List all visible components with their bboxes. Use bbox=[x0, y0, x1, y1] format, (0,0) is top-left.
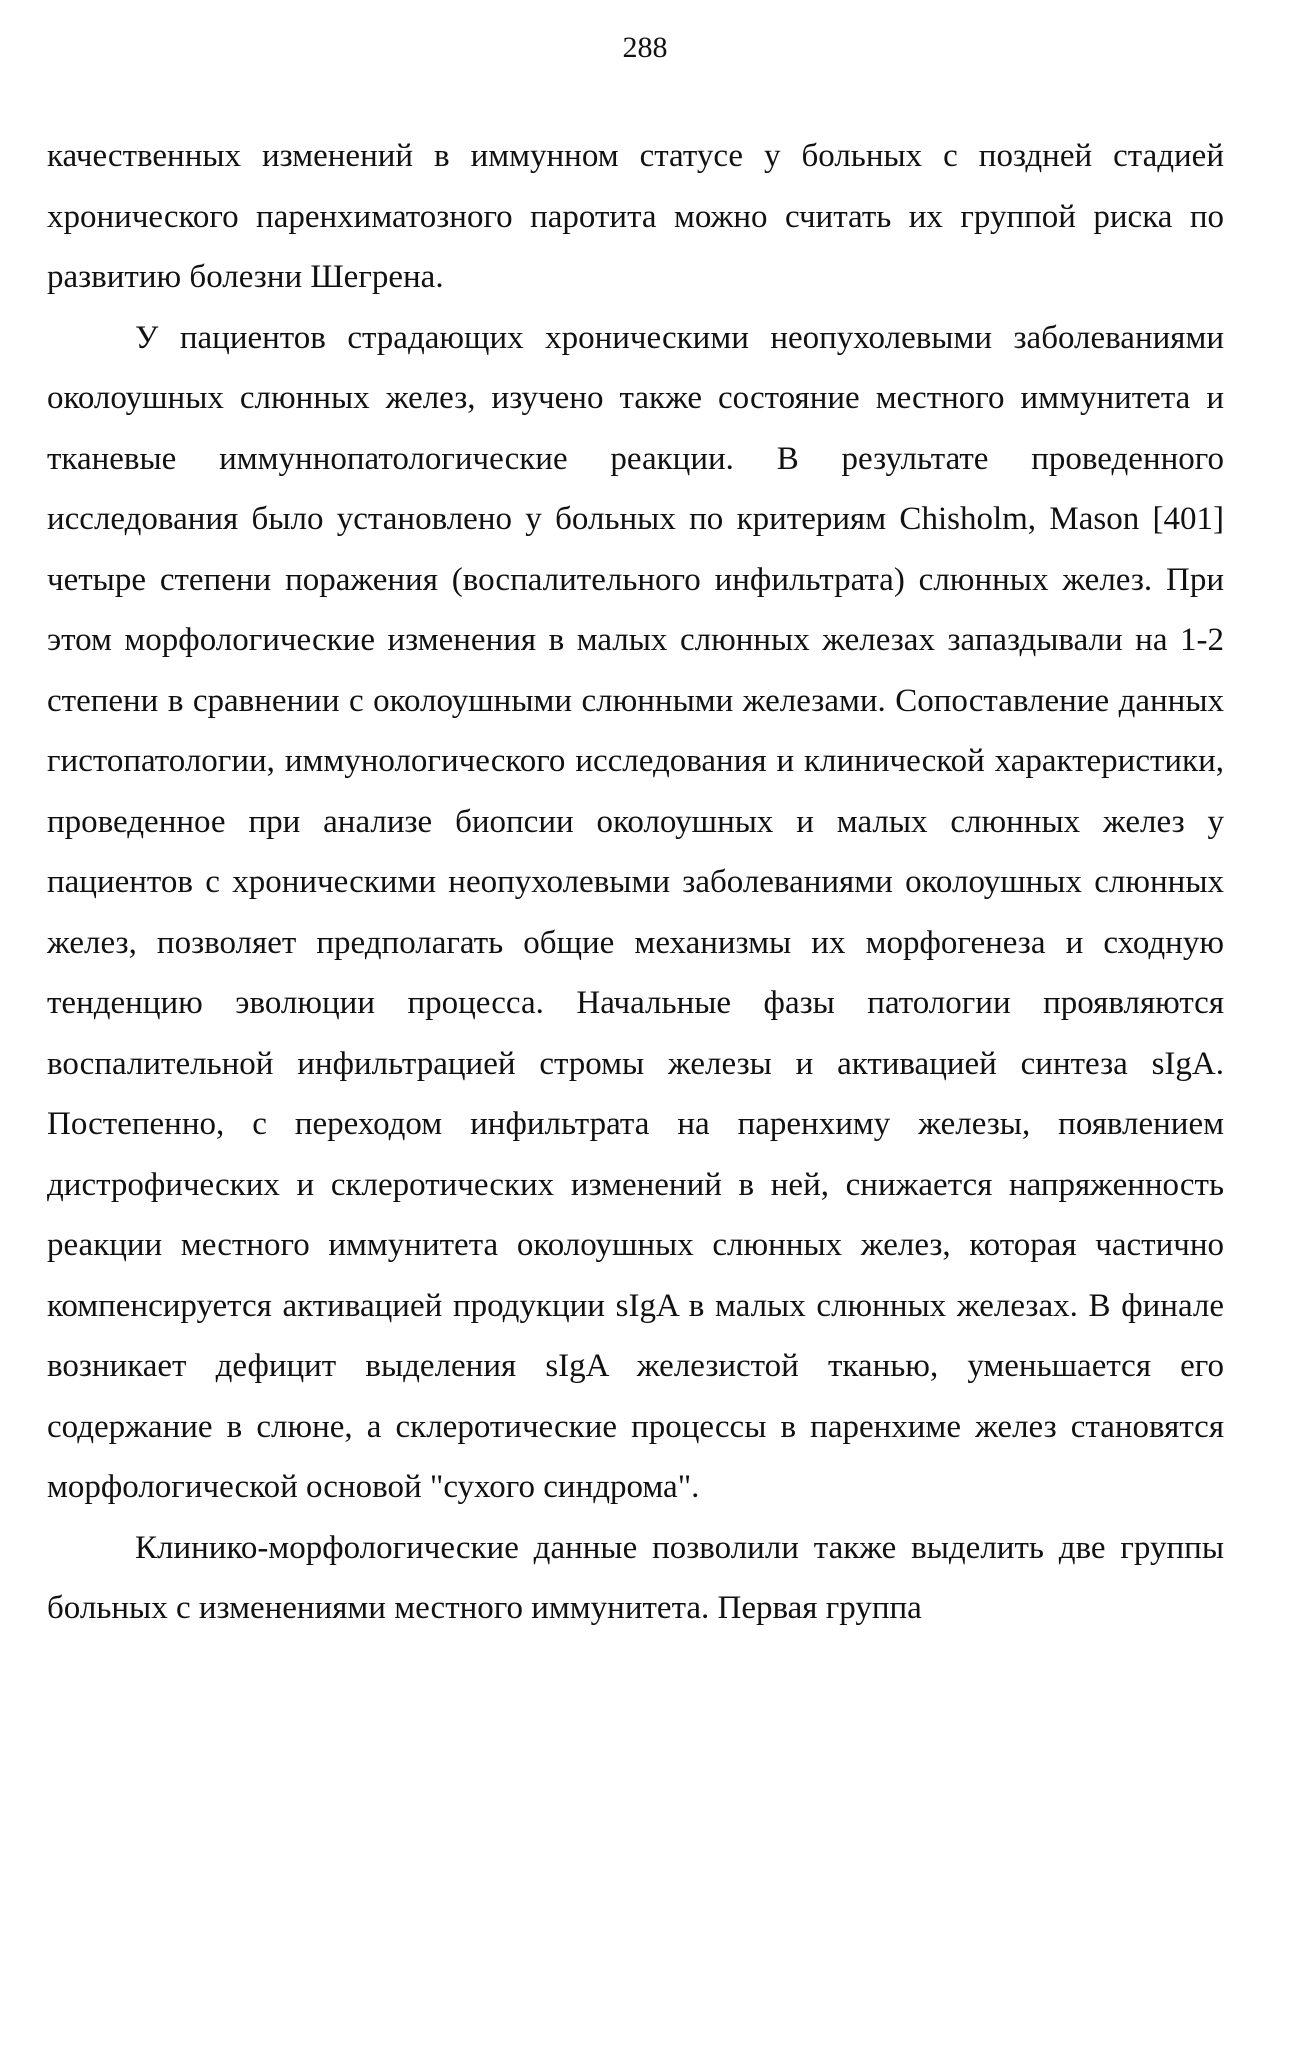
paragraph-main: У пациентов страдающих хроническими неопухолевыми заболеваниями околоушных слюнных желез, изучено также состояние местного иммунитета и тканевые иммуннопатологические реакции. В результате проведенного исследования было установлено у больных по критериям Chisholm, Mason [401] четыре степени поражения (воспалительного инфильтрата) слюнных желез. При этом морфологические изменения в малых слюнных железах запаздывали на 1-2 степени в сравнении с околоушными слюнными железами. Сопоставление данных гистопатологии, иммунологического исследования и клинической характеристики, проведенное при анализе биопсии околоушных и малых слюнных желез у пациентов с хроническими неопухолевыми заболеваниями околоушных слюнных желез, позволяет предполагать общие механизмы их морфогенеза и сходную тенденцию эволюции процесса. Начальные фазы патологии проявляются воспалительной инфильтрацией стромы железы и активацией синтеза sIgA. Постепенно, с переходом инфильтрата на паренхиму железы, появлением дистрофических и склеротических изменений в ней, снижается напряженность реакции местного иммунитета околоушных слюнных желез, которая частично компенсируется активацией продукции sIgA в малых слюнных железах. В финале возникает дефицит выделения sIgA железистой тканью, уменьшается его содержание в слюне, а склеротические процессы в паренхиме желез становятся морфологической основой "сухого синдрома". bbox=[47, 319, 1224, 1505]
paragraph-final: Клинико-морфологические данные позволили также выделить две группы больных с изменениями местного иммунитета. Первая группа bbox=[47, 1529, 1224, 1626]
body-text bbox=[47, 126, 1224, 1639]
page-number: 288 bbox=[622, 31, 668, 64]
paragraph-continuation: качественных изменений в иммунном статусе у больных с поздней стадией хронического паренхиматозного паротита можно считать их группой риска по развитию болезни Шегрена. bbox=[47, 138, 1224, 295]
